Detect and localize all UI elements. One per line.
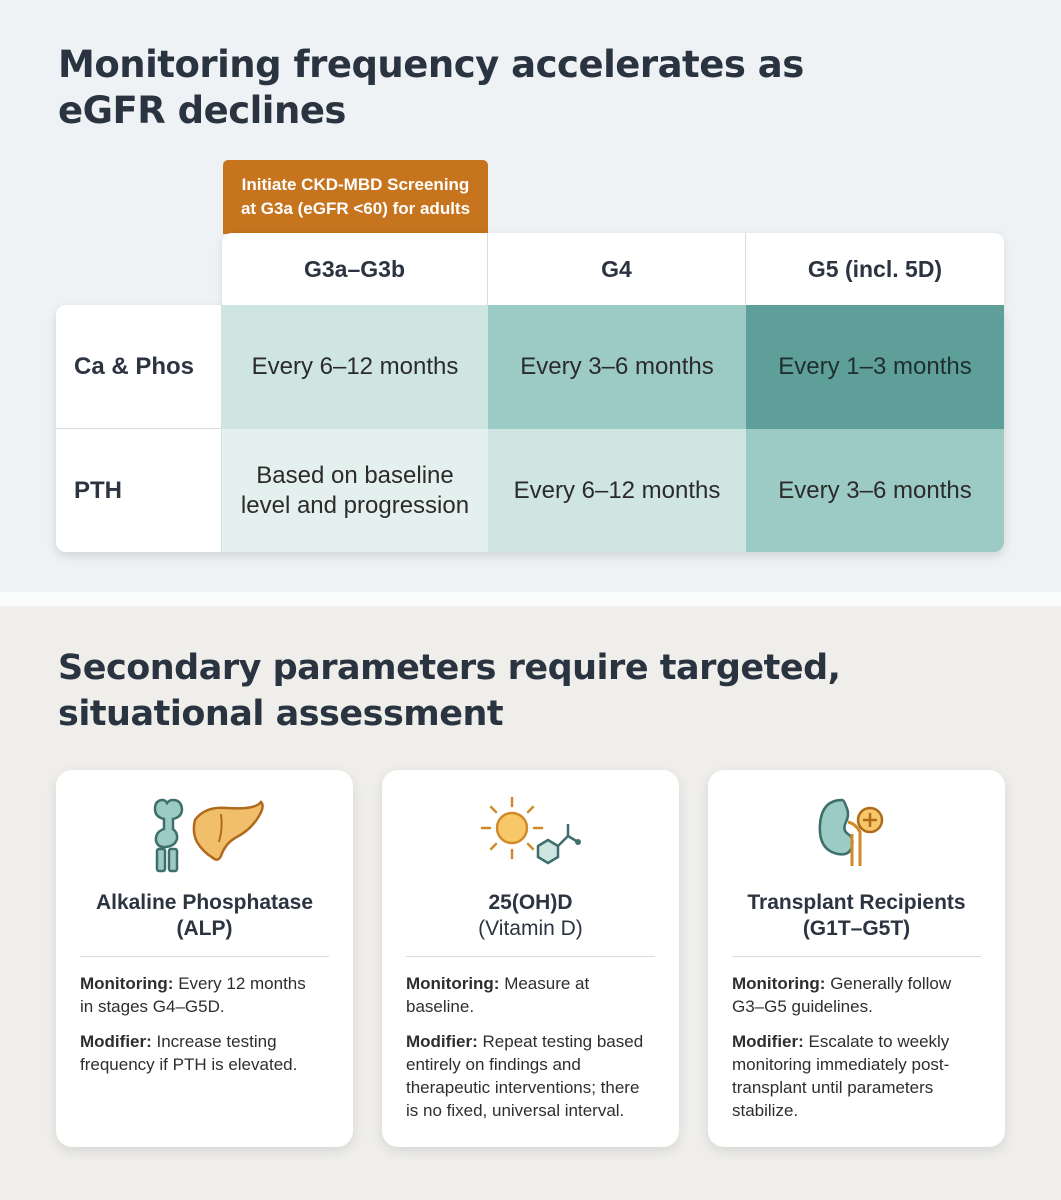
col-header-g3: G3a–G3b [222,233,488,305]
section1-title [58,42,958,134]
row-label-pth: PTH [56,429,222,552]
modifier-text-4: stabilize. [732,1101,799,1120]
cell-ca-g4: Every 3–6 months [488,305,746,429]
card-divider [80,956,329,957]
monitoring-text-2: G3–G5 guidelines. [732,997,873,1016]
card-alp [56,770,353,1147]
cell-pth-g4: Every 6–12 months [488,429,746,552]
card-transplant-modifier [732,1030,990,1122]
cell-pth-g3 [222,429,488,552]
modifier-text-1: Escalate to weekly [803,1032,950,1051]
section2-title [58,645,958,737]
row-label-ca-phos: Ca & Phos [56,305,222,429]
modifier-text-1: Repeat testing based [477,1032,644,1051]
card-vitamin-d-title-line2: (Vitamin D) [478,917,583,940]
screening-callout [223,160,488,234]
card-alp-title-line2: (ALP) [176,917,233,940]
modifier-text-2: frequency if PTH is elevated. [80,1055,298,1074]
col-header-g5: G5 (incl. 5D) [746,233,1004,305]
card-divider [406,956,655,957]
modifier-text-1: Increase testing [151,1032,277,1051]
modifier-text-3: transplant until parameters [732,1078,934,1097]
monitoring-text-1: Generally follow [825,974,952,993]
monitoring-table [56,233,1004,552]
monitoring-text-1: Every 12 months [173,974,306,993]
cell-ca-g5: Every 1–3 months [746,305,1004,429]
cell-ca-g3: Every 6–12 months [222,305,488,429]
monitoring-label: Monitoring: [406,974,500,993]
modifier-text-2: monitoring immediately post- [732,1055,950,1074]
cell-pth-g3-line1: Based on baseline [256,461,454,489]
modifier-label: Modifier: [406,1032,478,1051]
card-alp-monitoring [80,972,338,1018]
card-vitamin-d-modifier [406,1030,664,1122]
card-transplant-title [718,890,995,942]
card-vitamin-d-monitoring [406,972,664,1018]
callout-line2: at G3a (eGFR <60) for adults [240,199,471,218]
card-divider [732,956,981,957]
card-vitamin-d-title-line1: 25(OH)D [488,891,573,914]
card-transplant-title-line2: (G1T–G5T) [802,917,911,940]
sun-molecule-icon [382,794,679,884]
card-alp-title-line1: Alkaline Phosphatase [95,891,314,914]
card-alp-title [66,890,343,942]
card-alp-modifier [80,1030,338,1076]
modifier-text-3: therapeutic interventions; there [406,1078,640,1097]
modifier-label: Modifier: [80,1032,152,1051]
cell-pth-g5: Every 3–6 months [746,429,1004,552]
section2-title-line1: Secondary parameters require targeted, [58,648,841,688]
card-transplant [708,770,1005,1147]
modifier-text-4: is no fixed, universal interval. [406,1101,625,1120]
monitoring-label: Monitoring: [80,974,174,993]
card-transplant-title-line1: Transplant Recipients [747,891,966,914]
section2-title-line2: situational assessment [58,694,504,734]
cell-pth-g3-line2: level and progression [240,491,470,519]
section1-title-line1: Monitoring frequency accelerates as [58,43,804,86]
section1-title-line2: eGFR declines [58,89,346,132]
callout-line1: Initiate CKD-MBD Screening [241,175,470,194]
kidney-plus-icon [708,794,1005,884]
bone-liver-icon [56,794,353,884]
card-transplant-monitoring [732,972,990,1018]
card-vitamin-d-title [392,890,669,942]
modifier-label: Modifier: [732,1032,804,1051]
monitoring-text-2: baseline. [406,997,475,1016]
card-vitamin-d [382,770,679,1147]
monitoring-label: Monitoring: [732,974,826,993]
col-header-g4: G4 [488,233,746,305]
monitoring-text-1: Measure at [499,974,590,993]
section-divider [0,592,1061,606]
modifier-text-2: entirely on findings and [406,1055,581,1074]
monitoring-text-2: in stages G4–G5D. [80,997,225,1016]
